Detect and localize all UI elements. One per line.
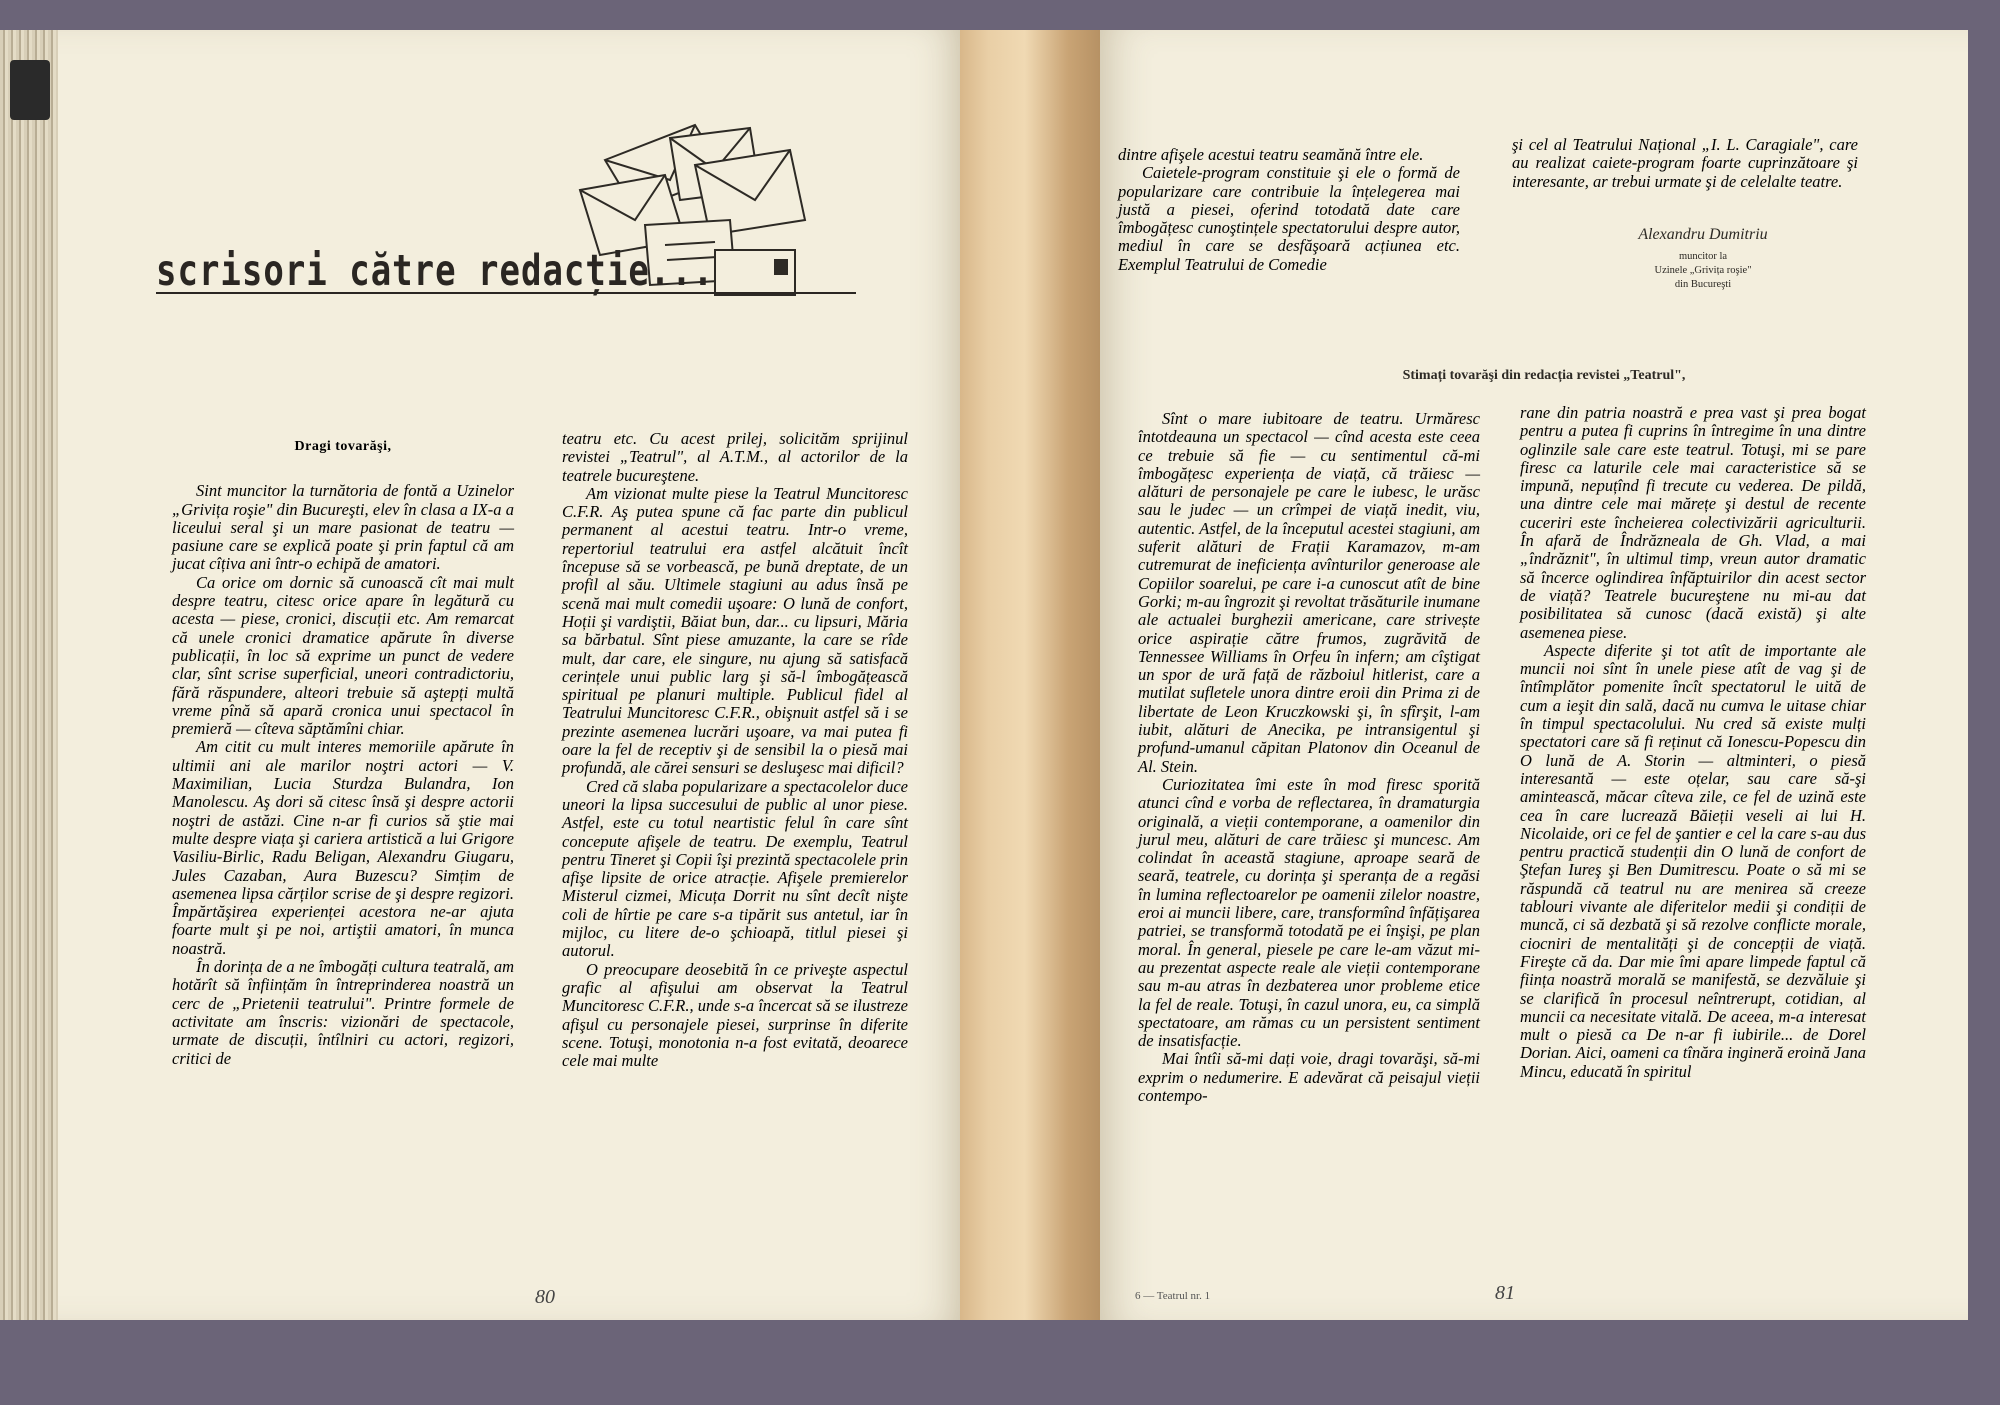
paragraph: Aspecte diferite şi tot atît de importante ale muncii noi sînt în unele piese atît de vag şi de întîmplător pomenite încît spectatorul le uită de cum a ieşit din sală, dacă nu cumva le uitase chiar în timpul spectacolului. Nu cred să existe mulți spectatori care să fi reținut că Ionescu-Popescu din O lună de A. Storin — altminteri, o piesă interesantă — este oțelar, sau care să-şi amintească, măcar cîteva zile, ce fel de uzină este cea în care lucrează Băieții veseli ai lui H. Nicolaide, ori ce fel de şantier e cel la care s-au dus pentru practică studenții din O lună de confort de Ştefan Iureş şi Ben Dumitrescu. Poate o să mi se răspundă că teatrul nu are menirea să creeze tablouri vivante ale diferitelor medii şi condiții de muncă, ci să dezbată şi să rezolve conflicte morale, ciocniri de mentalități şi de concepții de viață. Fireşte că da. Dar mie îmi apare limpede faptul că ființa noastră morală se manifestă, se dezvăluie şi se clarifică în procesul neîntrerupt, cotidian, al muncii ca necesitate vitală. De aceea, m-a interesat mult o piesă ca De n-ar fi iubirile... de Dorel Dorian. Aici, oameni ca tînăra ingineră eroină Jana Mincu, educată în spiritul <box>1520 640 1867 1081</box>
signature-line: Uzinele „Grivița roşie" <box>1654 265 1752 276</box>
paragraph: O preocupare deosebită în ce priveşte aspectul grafic al afişului am observat la Teatrul Muncitoresc C.F.R., unde s-a încercat să se ilustreze afişul cu personajele piesei, surprinse în diferite scene. Totuşi, monotonia n-a fost evitată, deoarece cele mai multe <box>562 959 908 1071</box>
paragraph: Am citit cu mult interes memoriile apărute în ultimii ani ale marilor noştri actori — V. Maximilian, Lucia Sturdza Bulandra, Ion Manolescu. Aş dori să citesc însă şi despre actorii noştri de astăzi. Cine n-ar fi curios să ştie mai multe despre viața şi cariera artistică a lui Grigore Vasiliu-Birlic, Radu Beligan, Alexandru Giugaru, Jules Cazaban, Aura Buzescu? Simțim de asemenea lipsa cărților scrise de şi despre regizori. Împărtăşirea experienței acestora ne-ar ajuta foarte mult şi pe noi, artiştii amatori, în munca noastră. <box>172 737 514 958</box>
letter-title: Stimați tovarăşi din redacția revistei „Teatrul", <box>1402 368 1686 383</box>
paragraph: În dorința de a ne îmbogăți cultura teatrală, am hotărît să înființăm în întreprinderea noastră un cerc de „Prietenii teatrului". Printre formele de activitate am înscris: vizionări de spectacole, urmate de discuții, întîlniri cu actori, regizori, critici de <box>172 957 514 1068</box>
signature-line: din Bucureşti <box>1674 279 1732 290</box>
signature-name: Alexandru Dumitriu <box>1638 226 1768 243</box>
paragraph: Cred că slaba popularizare a spectacolelor duce uneori la lipsa succesului de public al unor piese. Astfel, este cu totul neartistic felul în care sînt concepute afişele de teatru. De exemplu, Teatrul pentru Tineret şi Copii îşi prezintă spectacolele prin afişe lipsite de orice atracție. Afişele premierelor Misterul cizmei, Micuța Dorrit nu sînt decît nişte coli de hîrtie pe care s-a tipărit sus antetul, iar în mijloc, cu litere de-o şchioapă, titlul piesei şi autorul. <box>562 776 908 961</box>
paragraph: rane din patria noastră e prea vast şi prea bogat pentru a putea fi cuprins în întregime în una dintre oglinzile sale care este teatrul. Totuşi, mi se pare firesc ca laturile cele mai caracteristice să se impună, nepuțînd fi trecute cu vederea. De pildă, una dintre cele mai mărețe şi destul de recente cuceriri este încheierea colectivizării agriculturii. În afară de Îndrăzneala de Gh. Vlad, a mai „îndrăznit", în ultimul timp, vreun autor dramatic să încerce oglindirea înfăptuirilor din acest sector de viață? Teatrele bucureştene nu mi-au dat posibilitatea să cunosc (dacă există) şi alte asemenea piese. <box>1520 403 1866 642</box>
right-column-2 <box>1520 404 1866 1081</box>
book-gutter <box>960 30 1104 1320</box>
signature-line: muncitor la <box>1678 251 1728 262</box>
right-column-1 <box>1138 410 1480 1105</box>
left-column-2 <box>562 430 908 1070</box>
salutation: Dragi tovarăşi, <box>294 439 392 454</box>
paragraph: Ca orice om dornic să cunoască cît mai mult despre teatru, citesc orice apare în legătură cu acesta — piese, cronici, discuții etc. Am remarcat că unele cronici dramatice apărute în diverse publicații, în loc să exprime un punct de vedere clar, sînt scrise superficial, uneori contradictoriu, fără răspundere, alteori trebuie să aştepți multă vreme pînă să apară cronica unui spectacol în premieră — cîteva săptămîni chiar. <box>172 572 514 739</box>
signature-block <box>1588 226 1818 292</box>
paragraph: Am vizionat multe piese la Teatrul Muncitoresc C.F.R. Aş putea spune că fac parte din publicul permanent al acestui teatru. Intr-o vreme, repertoriul teatrului era astfel alcătuit încît începuse să se vorbească, pe bună dreptate, de un profil al său. Ultimele stagiuni au adus însă pe scenă mai mult comedii uşoare: O lună de confort, Hoții şi vardiştii, Băiat bun, dar... cu lipsuri, Măria sa bărbatul. Sînt piese amuzante, la care se rîde mult, dar care, ele singure, nu ajung să satisfacă cerințele unui public larg şi să-l îmbogățească spiritual pe planuri multiple. Publicul fidel al Teatrului Muncitoresc C.F.R., obişnuit astfel să i se prezinte asemenea lucrări uşoare, va mai putea fi oare la fel de receptiv şi de sensibil la o piesă mai profundă, ale cărei sensuri se desluşesc mai dificil? <box>562 483 908 778</box>
paragraph: Sînt o mare iubitoare de teatru. Urmăresc întotdeauna un spectacol — cînd acesta este ceea ce trebuie să fie — cu sentimentul că-mi îmbogățesc experiența de viață, că trăiesc — alături de personajele pe care le iubesc, le urăsc sau le judec — un crîmpei de viață inedit, viu, autentic. Astfel, de la începutul acestei stagiuni, am suferit alături de Frații Karamazov, m-am cutremurat de ineficiența avînturilor generoase ale Copiilor soarelui, pe care i-a cunoscut atît de bine Gorki; m-au îngrozit şi revoltat trăsăturile inumane ale actualei burghezii americane, care strivește orice aspirație către frumos, zugrăvită de Tennessee Williams în Orfeu în infern; am cîştigat un spor de ură față de războiul hitlerist, care a mutilat sufletele unora dintre eroii din Prima zi de libertate de Leon Kruczkowski şi, în sfîrşit, l-am iubit, alături de Anecika, pe intransigentul şi profund-umanul căpitan Platonov din Oceanul de Al. Stein. <box>1138 409 1480 776</box>
paragraph: Caietele-program constituie şi ele o formă de popularizare care contribuie la înțelegerea mai justă a piesei, oferind totodată date care îmbogățesc cunoştințele spectatorului despre autor, mediul în care se desfăşoară acțiunea etc. Exemplul Teatrului de Comedie <box>1118 163 1460 274</box>
page-number-right: 81 <box>1495 1282 1515 1304</box>
paragraph: şi cel al Teatrului Național „I. L. Caragiale", care au realizat caiete-program foarte cuprinzătoare şi interesante, ar trebui urmate şi de celelalte teatre. <box>1512 135 1858 191</box>
left-column-1 <box>172 438 514 1068</box>
page-number-left: 80 <box>535 1286 555 1308</box>
paragraph: Sint muncitor la turnătoria de fontă a Uzinelor „Grivița roşie" din Bucureşti, elev în clasa a IX-a a liceului seral şi un mare pasionat de teatru — pasiune care se explică poate şi prin faptul că am jucat cîțiva ani într-o echipă de amatori. <box>172 481 514 574</box>
paragraph: Curiozitatea îmi este în mod firesc sporită atunci cînd e vorba de reflectarea, în dramaturgia originală, a vieții contemporane, a oamenilor din jurul meu, alături de care trăiesc şi muncesc. Am colindat în această stagiune, aproape seară de seară, teatrele, cu dorința şi speranța de a regăsi în lumina reflectoarelor pe oamenii zilelor noastre, eroi ai muncii libere, care, transformînd înfățişarea patriei, se transformă totodată pe ei înşişi, pe plan moral. În general, piesele pe care le-am văzut mi-au prezentat aspecte reale ale vieții contemporane sau m-au atras în dezbaterea unor probleme etice la fel de reale. Totuşi, în cazul unora, eu, ca simplă spectatoare, am rămas cu un persistent sentiment de insatisfacție. <box>1138 774 1480 1051</box>
footer-note: 6 — Teatrul nr. 1 <box>1135 1290 1211 1302</box>
paragraph: teatru etc. Cu acest prilej, solicităm sprijinul revistei „Teatrul", al A.T.M., al actorilor de la teatrele bucureştene. <box>562 429 908 485</box>
paragraph: Mai întîi să-mi dați voie, dragi tovarăşi, să-mi exprim o nedumerire. E adevărat că peisajul vieții contempo- <box>1138 1049 1480 1105</box>
section-heading-display: scrisori către redacție... <box>156 246 715 296</box>
right-top-column-1 <box>1118 146 1460 274</box>
right-top-column-2 <box>1512 136 1858 191</box>
page-edges-left <box>0 30 60 1320</box>
paragraph: dintre afişele acestui teatru seamănă între ele. <box>1118 145 1424 164</box>
binding-mark <box>10 60 50 120</box>
